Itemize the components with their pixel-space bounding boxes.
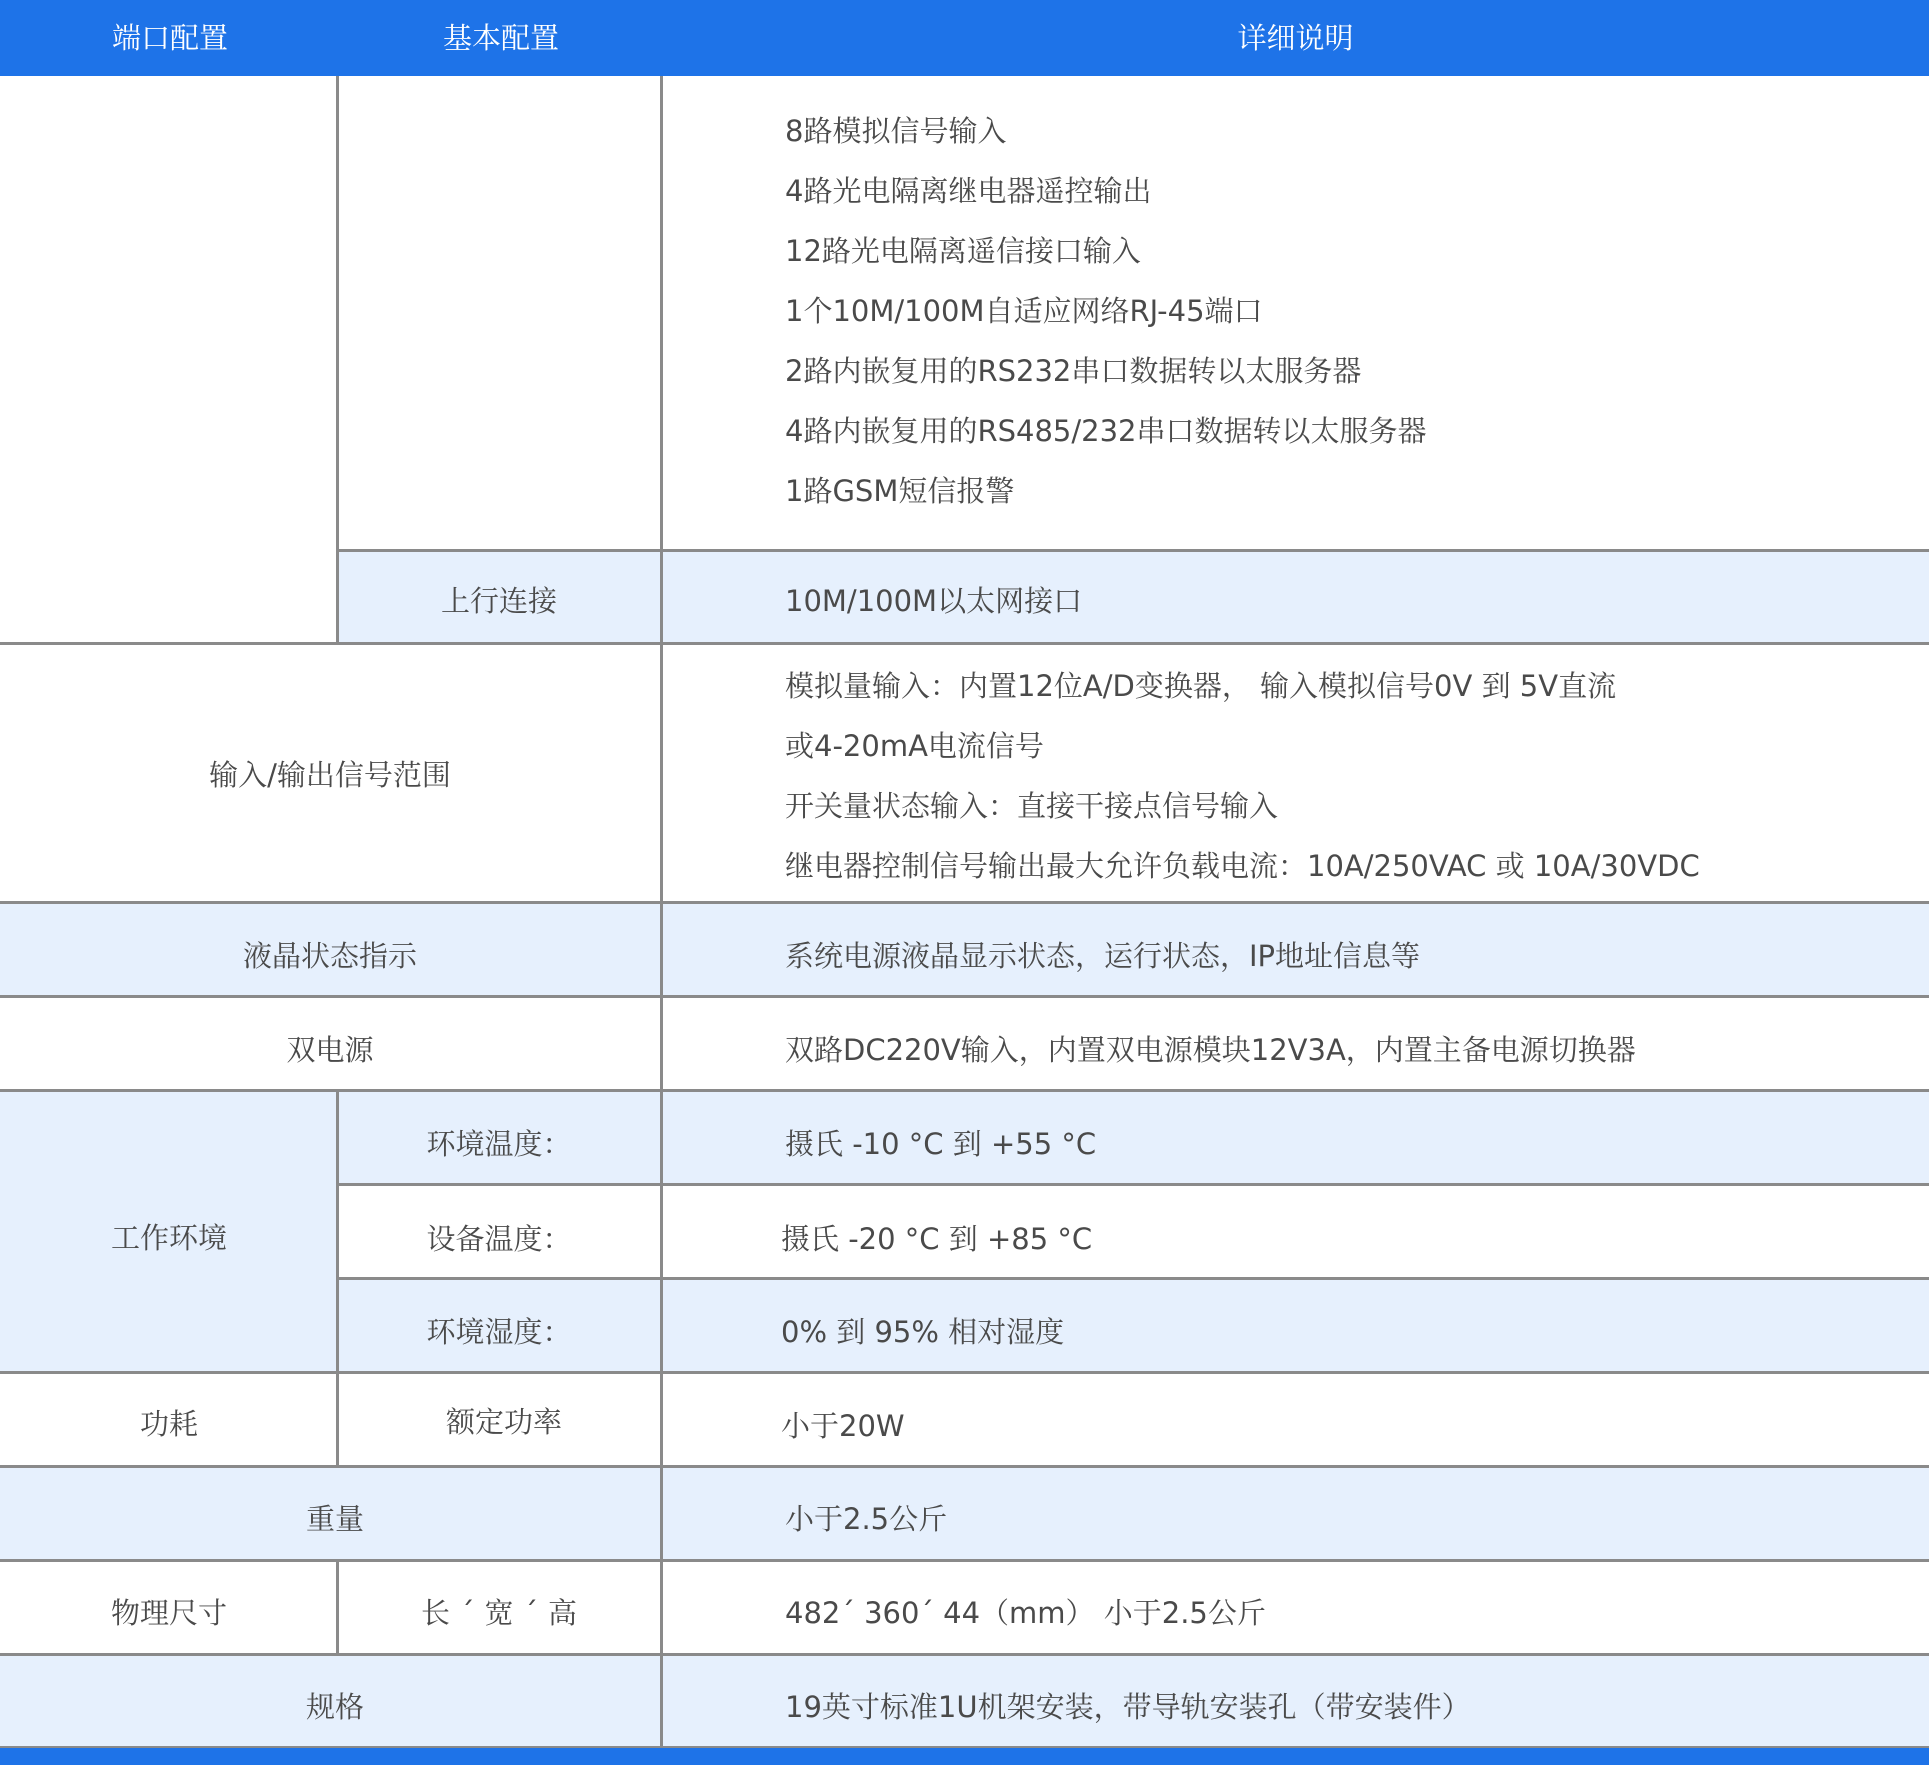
divider [338, 549, 1929, 552]
divider [338, 1277, 1929, 1280]
list-item: 4路内嵌复用的RS485/232串口数据转以太服务器 [785, 414, 1427, 448]
power-label: 功耗 [139, 1407, 198, 1441]
divider [0, 1559, 1929, 1562]
spec-label: 规格 [305, 1690, 364, 1724]
uplink-label: 上行连接 [440, 584, 557, 618]
divider [0, 1465, 1929, 1468]
weight-value: 小于2.5公斤 [785, 1502, 948, 1536]
rated-power-label: 额定功率 [445, 1405, 562, 1439]
list-item: 开关量状态输入：直接干接点信号输入 [785, 789, 1279, 823]
divider [0, 1653, 1929, 1656]
dimensions-label: 长´宽´高 [420, 1596, 587, 1630]
port-list [785, 101, 1426, 521]
list-item: 2路内嵌复用的RS232串口数据转以太服务器 [785, 354, 1362, 388]
divider [336, 76, 339, 644]
device-temp-label: 设备温度： [426, 1222, 572, 1256]
list-item: 继电器控制信号输出最大允许负载电流：10A/250VAC 或 10A/30VDC [785, 849, 1700, 883]
header-detail: 详细说明 [1237, 21, 1354, 55]
header-basic-config: 基本配置 [442, 21, 559, 55]
list-item: 4路光电隔离继电器遥控输出 [785, 174, 1152, 208]
uplink-value: 10M/100M以太网接口 [785, 584, 1083, 618]
list-item: 模拟量输入：内置12位A/D变换器， 输入模拟信号0V 到 5V直流 [785, 669, 1617, 703]
weight-label: 重量 [305, 1502, 364, 1536]
io-range-label: 输入/输出信号范围 [209, 758, 451, 792]
device-temp-value: 摄氏 -20 °C 到 +85 °C [781, 1222, 1093, 1256]
list-item: 或4-20mA电流信号 [785, 729, 1044, 763]
spec-value: 19英寸标准1U机架安装，带导轨安装孔（带安装件） [785, 1690, 1471, 1724]
header-port-config: 端口配置 [111, 21, 228, 55]
dual-power-label: 双电源 [286, 1033, 374, 1067]
size-value: 482´ 360´ 44（mm） 小于2.5公斤 [785, 1596, 1266, 1630]
ambient-temp-value: 摄氏 -10 °C 到 +55 °C [785, 1127, 1097, 1161]
divider [0, 995, 1929, 998]
lcd-value: 系统电源液晶显示状态，运行状态，IP地址信息等 [785, 939, 1421, 973]
divider [338, 1183, 1929, 1186]
lcd-label: 液晶状态指示 [242, 939, 417, 973]
list-item: 8路模拟信号输入 [785, 114, 1007, 148]
io-range-list [785, 656, 1700, 896]
ambient-temp-label: 环境温度： [426, 1127, 572, 1161]
divider [0, 642, 1929, 645]
divider [0, 1089, 1929, 1092]
humidity-value: 0% 到 95% 相对湿度 [781, 1315, 1065, 1349]
dual-power-value: 双路DC220V输入，内置双电源模块12V3A，内置主备电源切换器 [785, 1033, 1636, 1067]
divider [0, 901, 1929, 904]
table-header [0, 0, 1929, 76]
list-item: 1路GSM短信报警 [785, 474, 1015, 508]
list-item: 12路光电隔离遥信接口输入 [785, 234, 1141, 268]
humidity-label: 环境湿度： [426, 1315, 572, 1349]
list-item: 1个10M/100M自适应网络RJ-45端口 [785, 294, 1263, 328]
rated-power-value: 小于20W [781, 1409, 905, 1443]
divider [0, 1371, 1929, 1374]
environment-label: 工作环境 [110, 1221, 227, 1255]
size-label: 物理尺寸 [110, 1596, 227, 1630]
footer-bar [0, 1748, 1929, 1765]
